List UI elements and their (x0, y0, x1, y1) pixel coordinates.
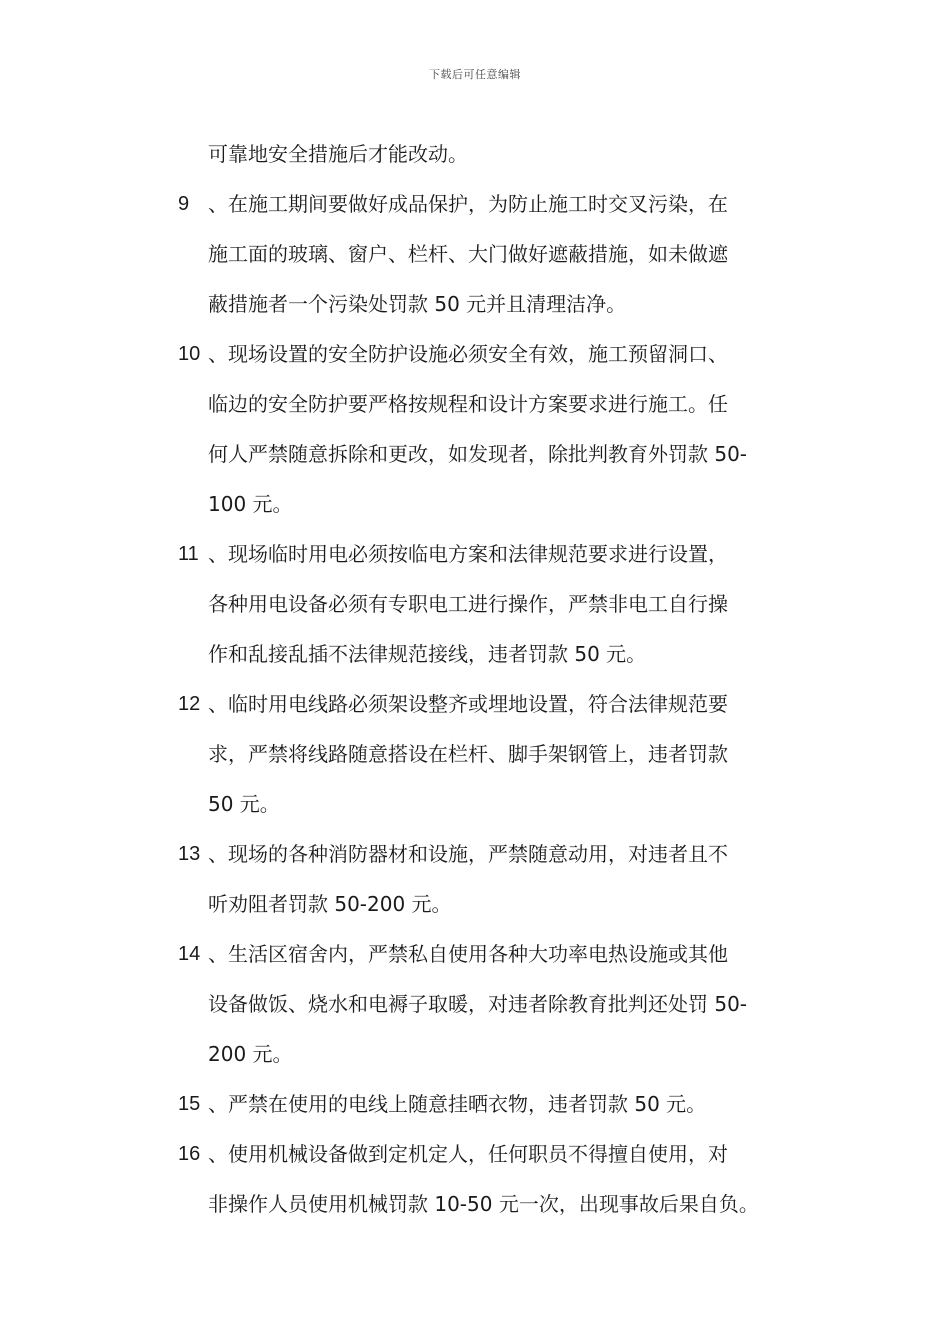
item-text: 、临时用电线路必须架设整齐或埋地设置，符合法律规范要 (208, 692, 728, 716)
item-text-line: 听劝阻者罚款 50-200 元。 (208, 892, 452, 916)
item-text-line: 蔽措施者一个污染处罚款 50 元并且清理洁净。 (208, 292, 627, 316)
rule-item-16 (178, 1129, 808, 1179)
item-text-line: 设备做饭、烧水和电褥子取暖，对违者除教育批判还处罚 50- (208, 992, 748, 1016)
rule-item-13 (178, 829, 808, 879)
item-text: 、严禁在使用的电线上随意挂晒衣物，违者罚款 50 元。 (208, 1092, 707, 1116)
item-text: 、使用机械设备做到定机定人，任何职员不得擅自使用，对 (208, 1142, 728, 1166)
item-text-line: 各种用电设备必须有专职电工进行操作，严禁非电工自行操 (208, 592, 728, 616)
continuation-line: 可靠地安全措施后才能改动。 (208, 142, 468, 166)
rule-item-15 (178, 1079, 808, 1129)
item-text: 、现场的各种消防器材和设施，严禁随意动用，对违者且不 (208, 842, 728, 866)
item-number: 16 (178, 1143, 201, 1165)
item-text: 、现场临时用电必须按临电方案和法律规范要求进行设置， (208, 542, 728, 566)
item-text-line: 非操作人员使用机械罚款 10-50 元一次，出现事故后果自负。 (208, 1192, 759, 1216)
page-header: 下载后可任意编辑 (429, 68, 521, 81)
item-number: 10 (178, 343, 201, 365)
document-body (178, 129, 808, 1229)
item-text-line: 施工面的玻璃、窗户、栏杆、大门做好遮蔽措施，如未做遮 (208, 242, 728, 266)
item-number: 9 (178, 193, 190, 215)
item-number: 13 (178, 843, 201, 865)
item-text-line: 临边的安全防护要严格按规程和设计方案要求进行施工。任 (208, 392, 728, 416)
item-text-line: 何人严禁随意拆除和更改，如发现者，除批判教育外罚款 50- (208, 442, 748, 466)
item-text: 、生活区宿舍内，严禁私自使用各种大功率电热设施或其他 (208, 942, 728, 966)
rule-item-14 (178, 929, 808, 979)
item-number: 14 (178, 943, 201, 965)
rule-item-12 (178, 679, 808, 729)
item-text: 、现场设置的安全防护设施必须安全有效，施工预留洞口、 (208, 342, 728, 366)
item-number: 11 (178, 543, 199, 565)
item-text-line: 200 元。 (208, 1042, 293, 1066)
item-text-line: 求，严禁将线路随意搭设在栏杆、脚手架钢管上，违者罚款 (208, 742, 728, 766)
item-number: 15 (178, 1093, 201, 1115)
item-text-line: 作和乱接乱插不法律规范接线，违者罚款 50 元。 (208, 642, 647, 666)
rule-item-11 (178, 529, 808, 579)
rule-item-10 (178, 329, 808, 379)
rule-item-9 (178, 179, 808, 229)
item-number: 12 (178, 693, 201, 715)
item-text-line: 50 元。 (208, 792, 280, 816)
item-text-line: 100 元。 (208, 492, 293, 516)
item-text: 、在施工期间要做好成品保护，为防止施工时交叉污染，在 (208, 192, 728, 216)
